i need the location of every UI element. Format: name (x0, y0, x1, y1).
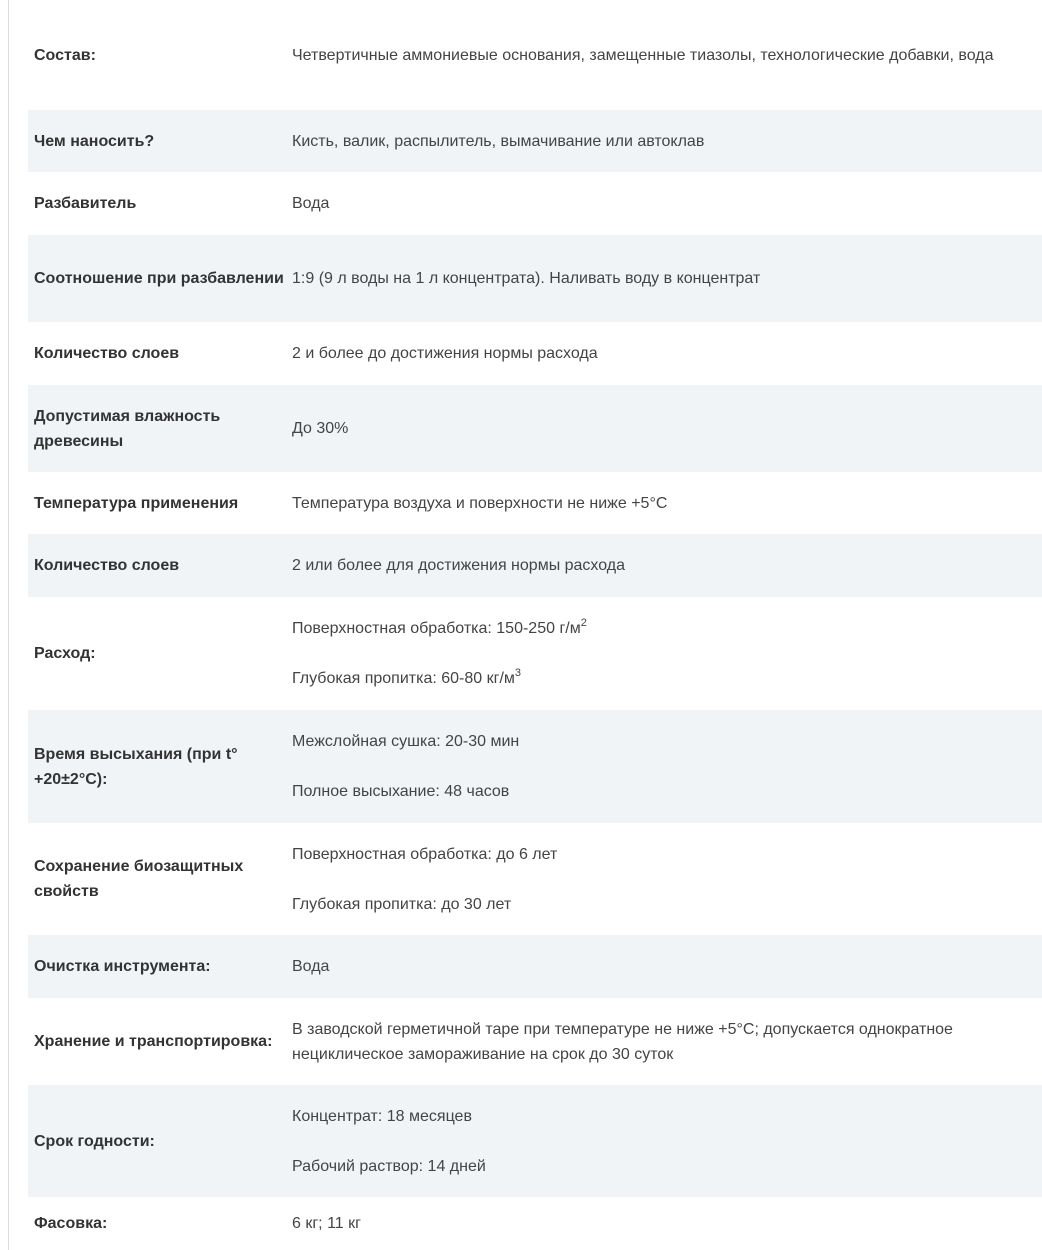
row-value (292, 1197, 1042, 1250)
value-line: 2 или более для достижения нормы расхода (292, 557, 626, 574)
row-label: Состав: (34, 46, 96, 64)
row-label: Количество слоев (28, 534, 292, 597)
value-line: Поверхностная обработка: 150-250 $г/м^2$ (292, 616, 587, 637)
row-label: Время высыхания (при t° +20±2°С): (28, 710, 292, 823)
table-row (28, 235, 1042, 322)
row-value (292, 998, 1042, 1085)
row-label: Расход: (34, 645, 96, 662)
table-row (28, 710, 1042, 823)
table-row (28, 1197, 1042, 1250)
row-label: Срок годности: (28, 1085, 292, 1197)
content-left-border (8, 0, 9, 1250)
row-value (292, 1085, 1042, 1197)
table-row (28, 534, 1042, 597)
row-label: Температура применения (34, 494, 239, 512)
value-line: 2 и более до достижения нормы расхода (292, 345, 598, 362)
table-row (28, 998, 1042, 1085)
value-line: Рабочий раствор: 14 дней (292, 1157, 486, 1175)
row-label: Допустимая влажность древесины (28, 385, 292, 472)
table-row (28, 0, 1042, 110)
table-row (28, 1085, 1042, 1197)
table-row (28, 110, 1042, 172)
value-line: Глубокая пропитка: 60-80 $кг/м^3$ (292, 666, 522, 687)
row-label: Разбавитель (34, 195, 137, 212)
row-value (292, 172, 1042, 235)
row-label: Очистка инструмента: (28, 935, 292, 998)
row-value (292, 710, 1042, 823)
superscript: 2 (580, 616, 587, 629)
table-row (28, 597, 1042, 710)
value-line: Поверхностная обработка: до 6 лет (292, 845, 558, 863)
table-row (28, 472, 1042, 534)
value-line: 6 кг; 11 кг (292, 1215, 361, 1232)
product-spec-table (28, 0, 1042, 1250)
row-label: Количество слоев (34, 345, 180, 362)
value-line: В заводской герметичной таре при температуре не ниже +5°С; допускается однократное нециклическое замораживание на срок до 30 суток (292, 1020, 953, 1063)
row-value (292, 823, 1042, 935)
row-value (292, 597, 1042, 710)
value-line: До 30% (292, 420, 349, 437)
value-line: Температура воздуха и поверхности не ниже +5°С (292, 494, 668, 512)
value-line: 1:9 (9 л воды на 1 л концентрата). Наливать воду в концентрат (292, 270, 761, 287)
row-label: Сохранение биозащитных свойств (34, 858, 244, 900)
table-row (28, 322, 1042, 385)
row-value (292, 472, 1042, 534)
row-value (292, 110, 1042, 172)
table-row (28, 823, 1042, 935)
table-row (28, 935, 1042, 998)
row-label: Чем наносить? (28, 110, 292, 172)
superscript: 3 (514, 666, 522, 679)
value-line: Вода (292, 958, 330, 975)
value-line: Полное высыхание: 48 часов (292, 783, 510, 800)
row-value (292, 935, 1042, 998)
value-line: Четвертичные аммониевые основания, замещенные тиазолы, технологические добавки, вода (292, 46, 994, 64)
value-line: Кисть, валик, распылитель, вымачивание или автоклав (292, 132, 705, 150)
table-row (28, 385, 1042, 472)
row-value (292, 534, 1042, 597)
row-label: Соотношение при разбавлении (28, 235, 292, 322)
value-line: Концентрат: 18 месяцев (292, 1107, 472, 1125)
row-label: Фасовка: (34, 1215, 108, 1232)
row-value (292, 0, 1042, 110)
row-value (292, 385, 1042, 472)
value-line: Глубокая пропитка: до 30 лет (292, 895, 512, 913)
table-row (28, 172, 1042, 235)
value-line: Вода (292, 195, 330, 212)
value-line: Межслойная сушка: 20-30 мин (292, 733, 520, 750)
row-label: Хранение и транспортировка: (34, 1033, 273, 1050)
row-value (292, 235, 1042, 322)
row-value (292, 322, 1042, 385)
